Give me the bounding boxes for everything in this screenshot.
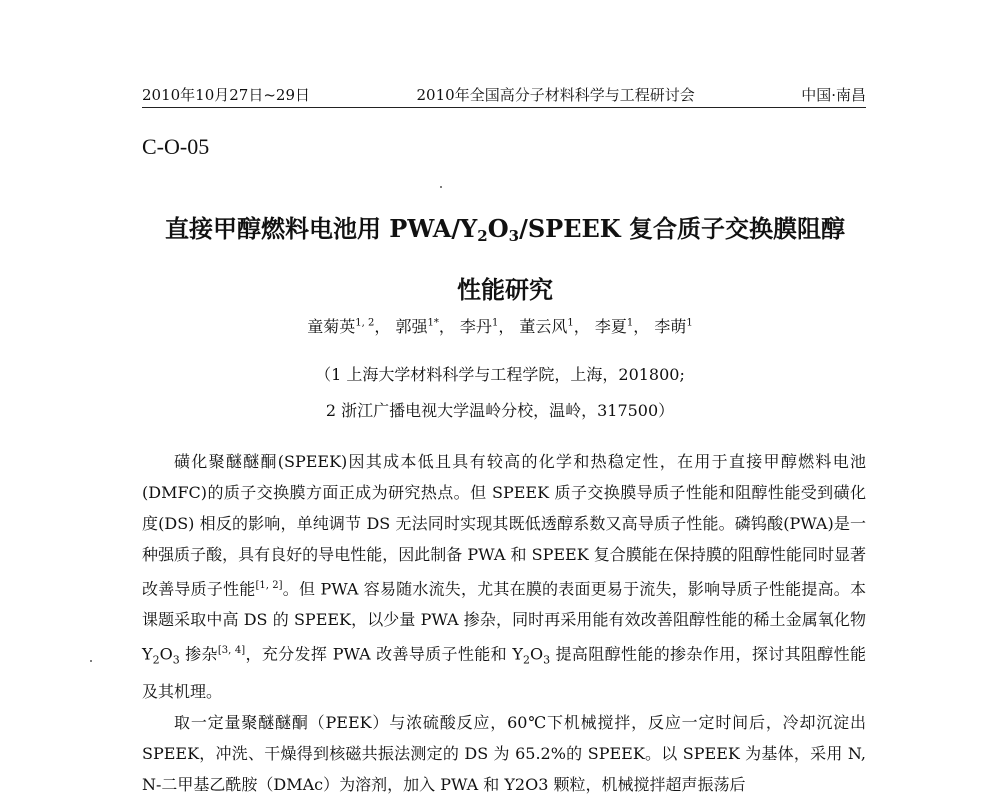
abstract-body <box>142 446 866 800</box>
title-line-2: 性能研究 <box>457 275 553 304</box>
title-line-1: 直接甲醇燃料电池用 PWA/$Y_2O_3$/SPEEK 复合质子交换膜阻醇 <box>164 214 846 245</box>
running-header <box>142 80 866 108</box>
author: 董云风$^1$ <box>519 317 574 336</box>
paragraph-2: 取一定量聚醚醚酮（PEEK）与浓硫酸反应，60℃下机械搅拌，反应一定时间后，冷却沉淀出 SPEEK，冲洗、干燥得到核磁共振法测定的 DS 为 65.2%的 SPEEK。以 SPEEK 为基体，采用 N, N-二甲基乙酰胺（DMAc）为溶剂，加入 PWA 和 Y2O3 颗粒，机械搅拌超声振荡后 <box>142 712 866 794</box>
header-date: 2010年10月27日~29日 <box>142 86 311 104</box>
affiliation-2: 2 浙江广播电视大学温岭分校，温岭，317500） <box>325 401 675 420</box>
author: 李丹$^1$ <box>459 317 499 336</box>
paper-code: C-O-05 <box>142 134 210 159</box>
author: 童菊英$^{1, 2}$ <box>307 317 375 336</box>
paper-title <box>120 202 890 317</box>
affiliation-1: （1 上海大学材料科学与工程学院，上海，201800; <box>315 365 685 384</box>
header-location: 中国·南昌 <box>801 86 866 104</box>
header-conference: 2010年全国高分子材料科学与工程研讨会 <box>416 86 695 104</box>
author-list: 童菊英$^{1, 2}$， 郭强$^{1*}$， 李丹$^1$， 董云风$^1$， 李夏$^1$， 李萌$^1$ <box>307 317 693 336</box>
paragraph-1: 磺化聚醚醚酮(SPEEK)因其成本低且具有较高的化学和热稳定性，在用于直接甲醇燃料电池(DMFC)的质子交换膜方面正成为研究热点。但 SPEEK 质子交换膜导质子性能和阻醇性能受到磺化度(DS) 相反的影响，单纯调节 DS 无法同时实现其既低透醇系数又高导质子性能。磷钨酸(PWA)是一种强质子酸，具有良好的导电性能，因此制备 PWA 和 SPEEK 复合膜能在保持膜的阻醇性能同时显著改善导质子性能[1, 2]。但 PWA 容易随水流失，尤其在膜的表面更易于流失，影响导质子性能提高。本课题采取中高 DS 的 SPEEK，以少量 PWA 掺杂，同时再采用能有效改善阻醇性能的稀土金属氧化物 $Y_2O_3$ 掺杂[3, 4]，充分发挥 PWA 改善导质子性能和 $Y_2O_3$ 提高阻醇性能的掺杂作用，探讨其阻醇性能及其机理。 <box>142 452 866 701</box>
author: 李萌$^1$ <box>654 317 693 336</box>
scan-speck <box>90 660 92 662</box>
author: 郭强$^{1*}$ <box>395 317 439 336</box>
scan-speck <box>440 186 442 188</box>
author: 李夏$^1$ <box>594 317 634 336</box>
